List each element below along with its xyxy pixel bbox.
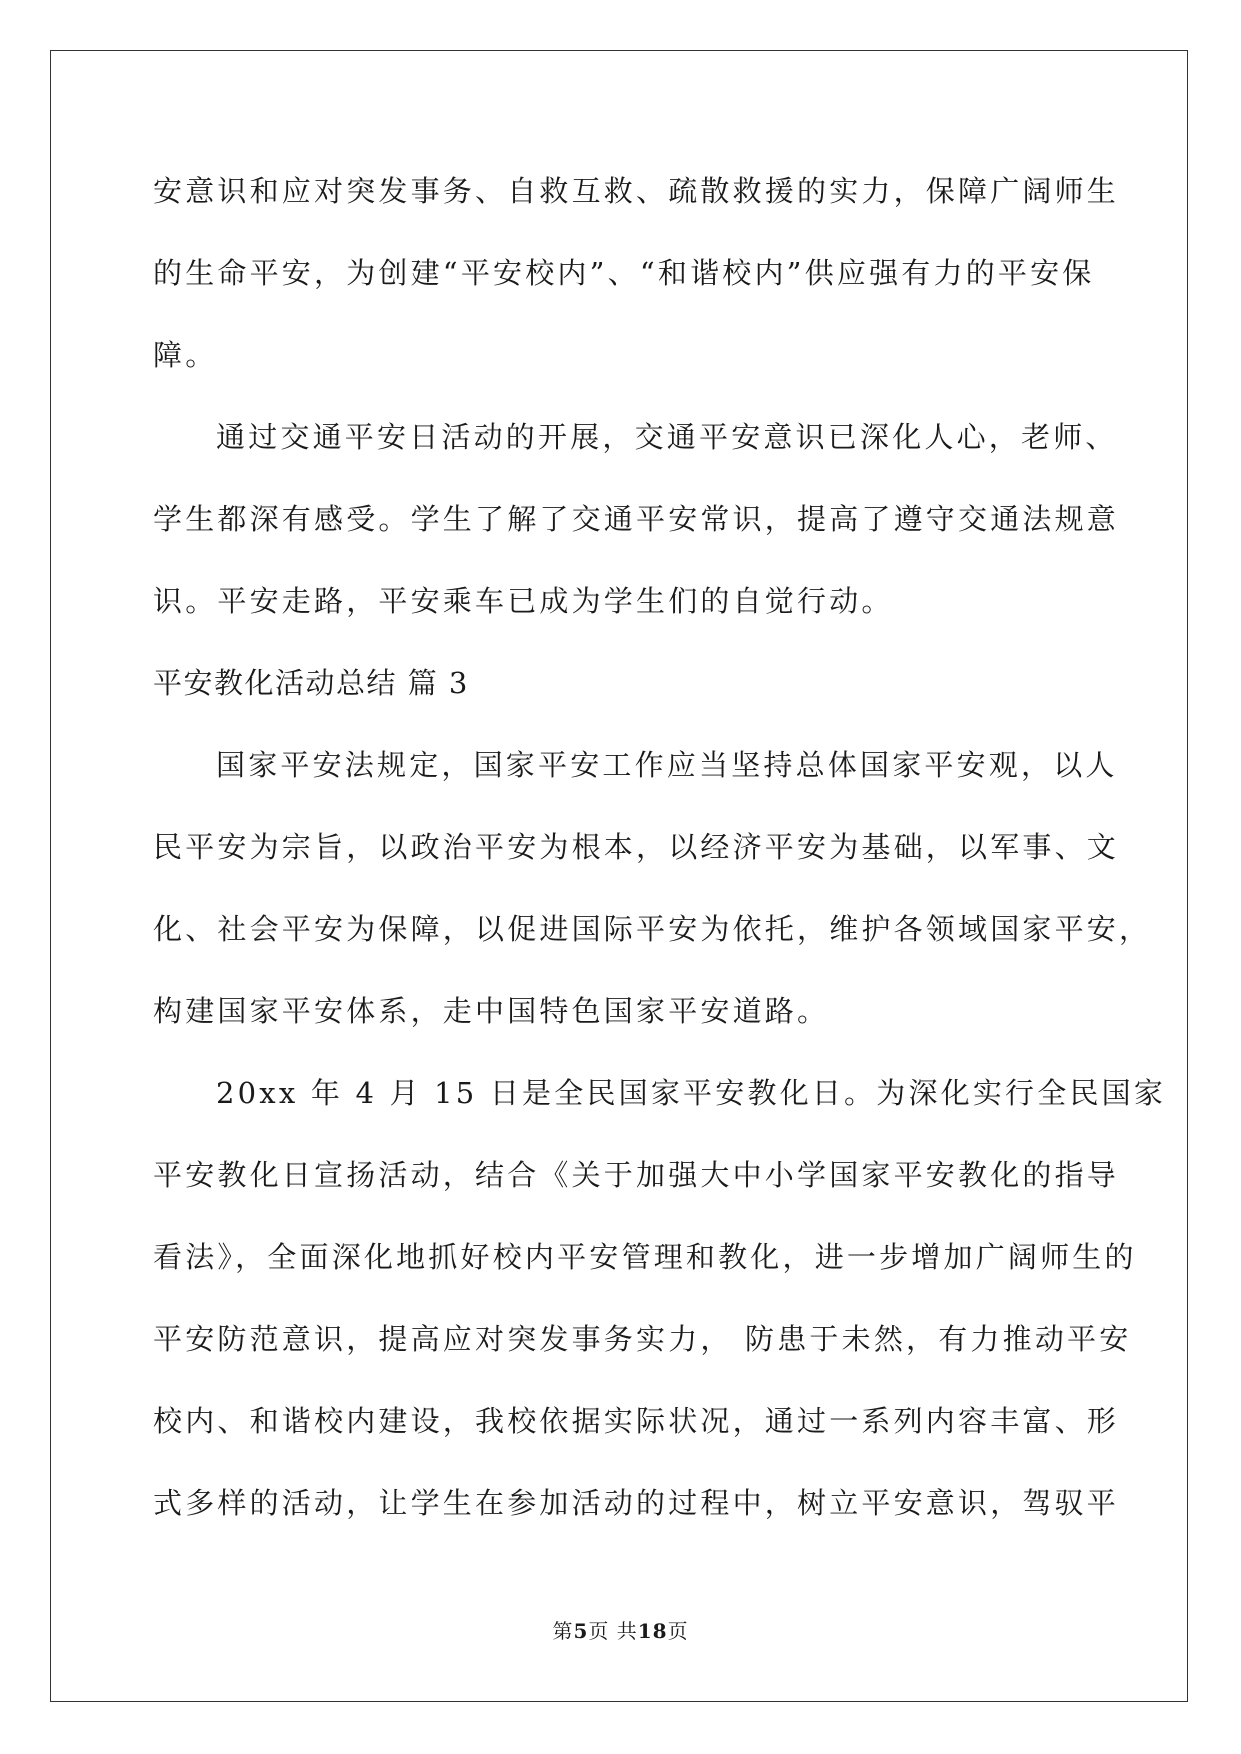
page-footer	[0, 1615, 1241, 1644]
paragraph-start-line: 通过交通平安日活动的开展，交通平安意识已深化人心，老师、	[216, 420, 1118, 454]
text-line: 平安教化日宣扬活动，结合《关于加强大中小学国家平安教化的指导	[153, 1158, 1120, 1192]
text-line: 式多样的活动，让学生在参加活动的过程中，树立平安意识，驾驭平	[153, 1486, 1120, 1520]
text-line: 障。	[153, 338, 218, 372]
total-page-count: 18	[637, 1619, 668, 1643]
text-line: 化、社会平安为保障，以促进国际平安为依托，维护各领域国家平安，	[153, 912, 1152, 946]
text-line: 构建国家平安体系，走中国特色国家平安道路。	[153, 994, 830, 1028]
current-page-number: 5	[573, 1619, 589, 1643]
text-line: 的生命平安，为创建“平安校内”、“和谐校内”供应强有力的平安保	[153, 256, 1095, 290]
text-line: 看法》，全面深化地抓好校内平安管理和教化，进一步增加广阔师生的	[153, 1240, 1137, 1274]
paragraph-start-line: 国家平安法规定，国家平安工作应当坚持总体国家平安观，以人	[216, 748, 1118, 782]
footer-mid: 页 共	[588, 1619, 638, 1643]
text-line: 民平安为宗旨，以政治平安为根本，以经济平安为基础，以军事、文	[153, 830, 1120, 864]
text-line: 识。平安走路，平安乘车已成为学生们的自觉行动。	[153, 584, 894, 618]
footer-suffix: 页	[667, 1619, 689, 1643]
text-line: 安意识和应对突发事务、自救互救、疏散救援的实力，保障广阔师生	[153, 174, 1120, 208]
footer-prefix: 第	[552, 1619, 574, 1643]
section-heading: 平安教化活动总结 篇 3	[153, 666, 469, 700]
text-line: 校内、和谐校内建设，我校依据实际状况，通过一系列内容丰富、形	[153, 1404, 1120, 1438]
paragraph-start-line: 20xx 年 4 月 15 日是全民国家平安教化日。为深化实行全民国家	[216, 1076, 1167, 1110]
text-line: 学生都深有感受。学生了解了交通平安常识，提高了遵守交通法规意	[153, 502, 1120, 536]
document-body	[153, 160, 1167, 1554]
text-line: 平安防范意识，提高应对突发事务实力， 防患于未然，有力推动平安	[153, 1322, 1132, 1356]
